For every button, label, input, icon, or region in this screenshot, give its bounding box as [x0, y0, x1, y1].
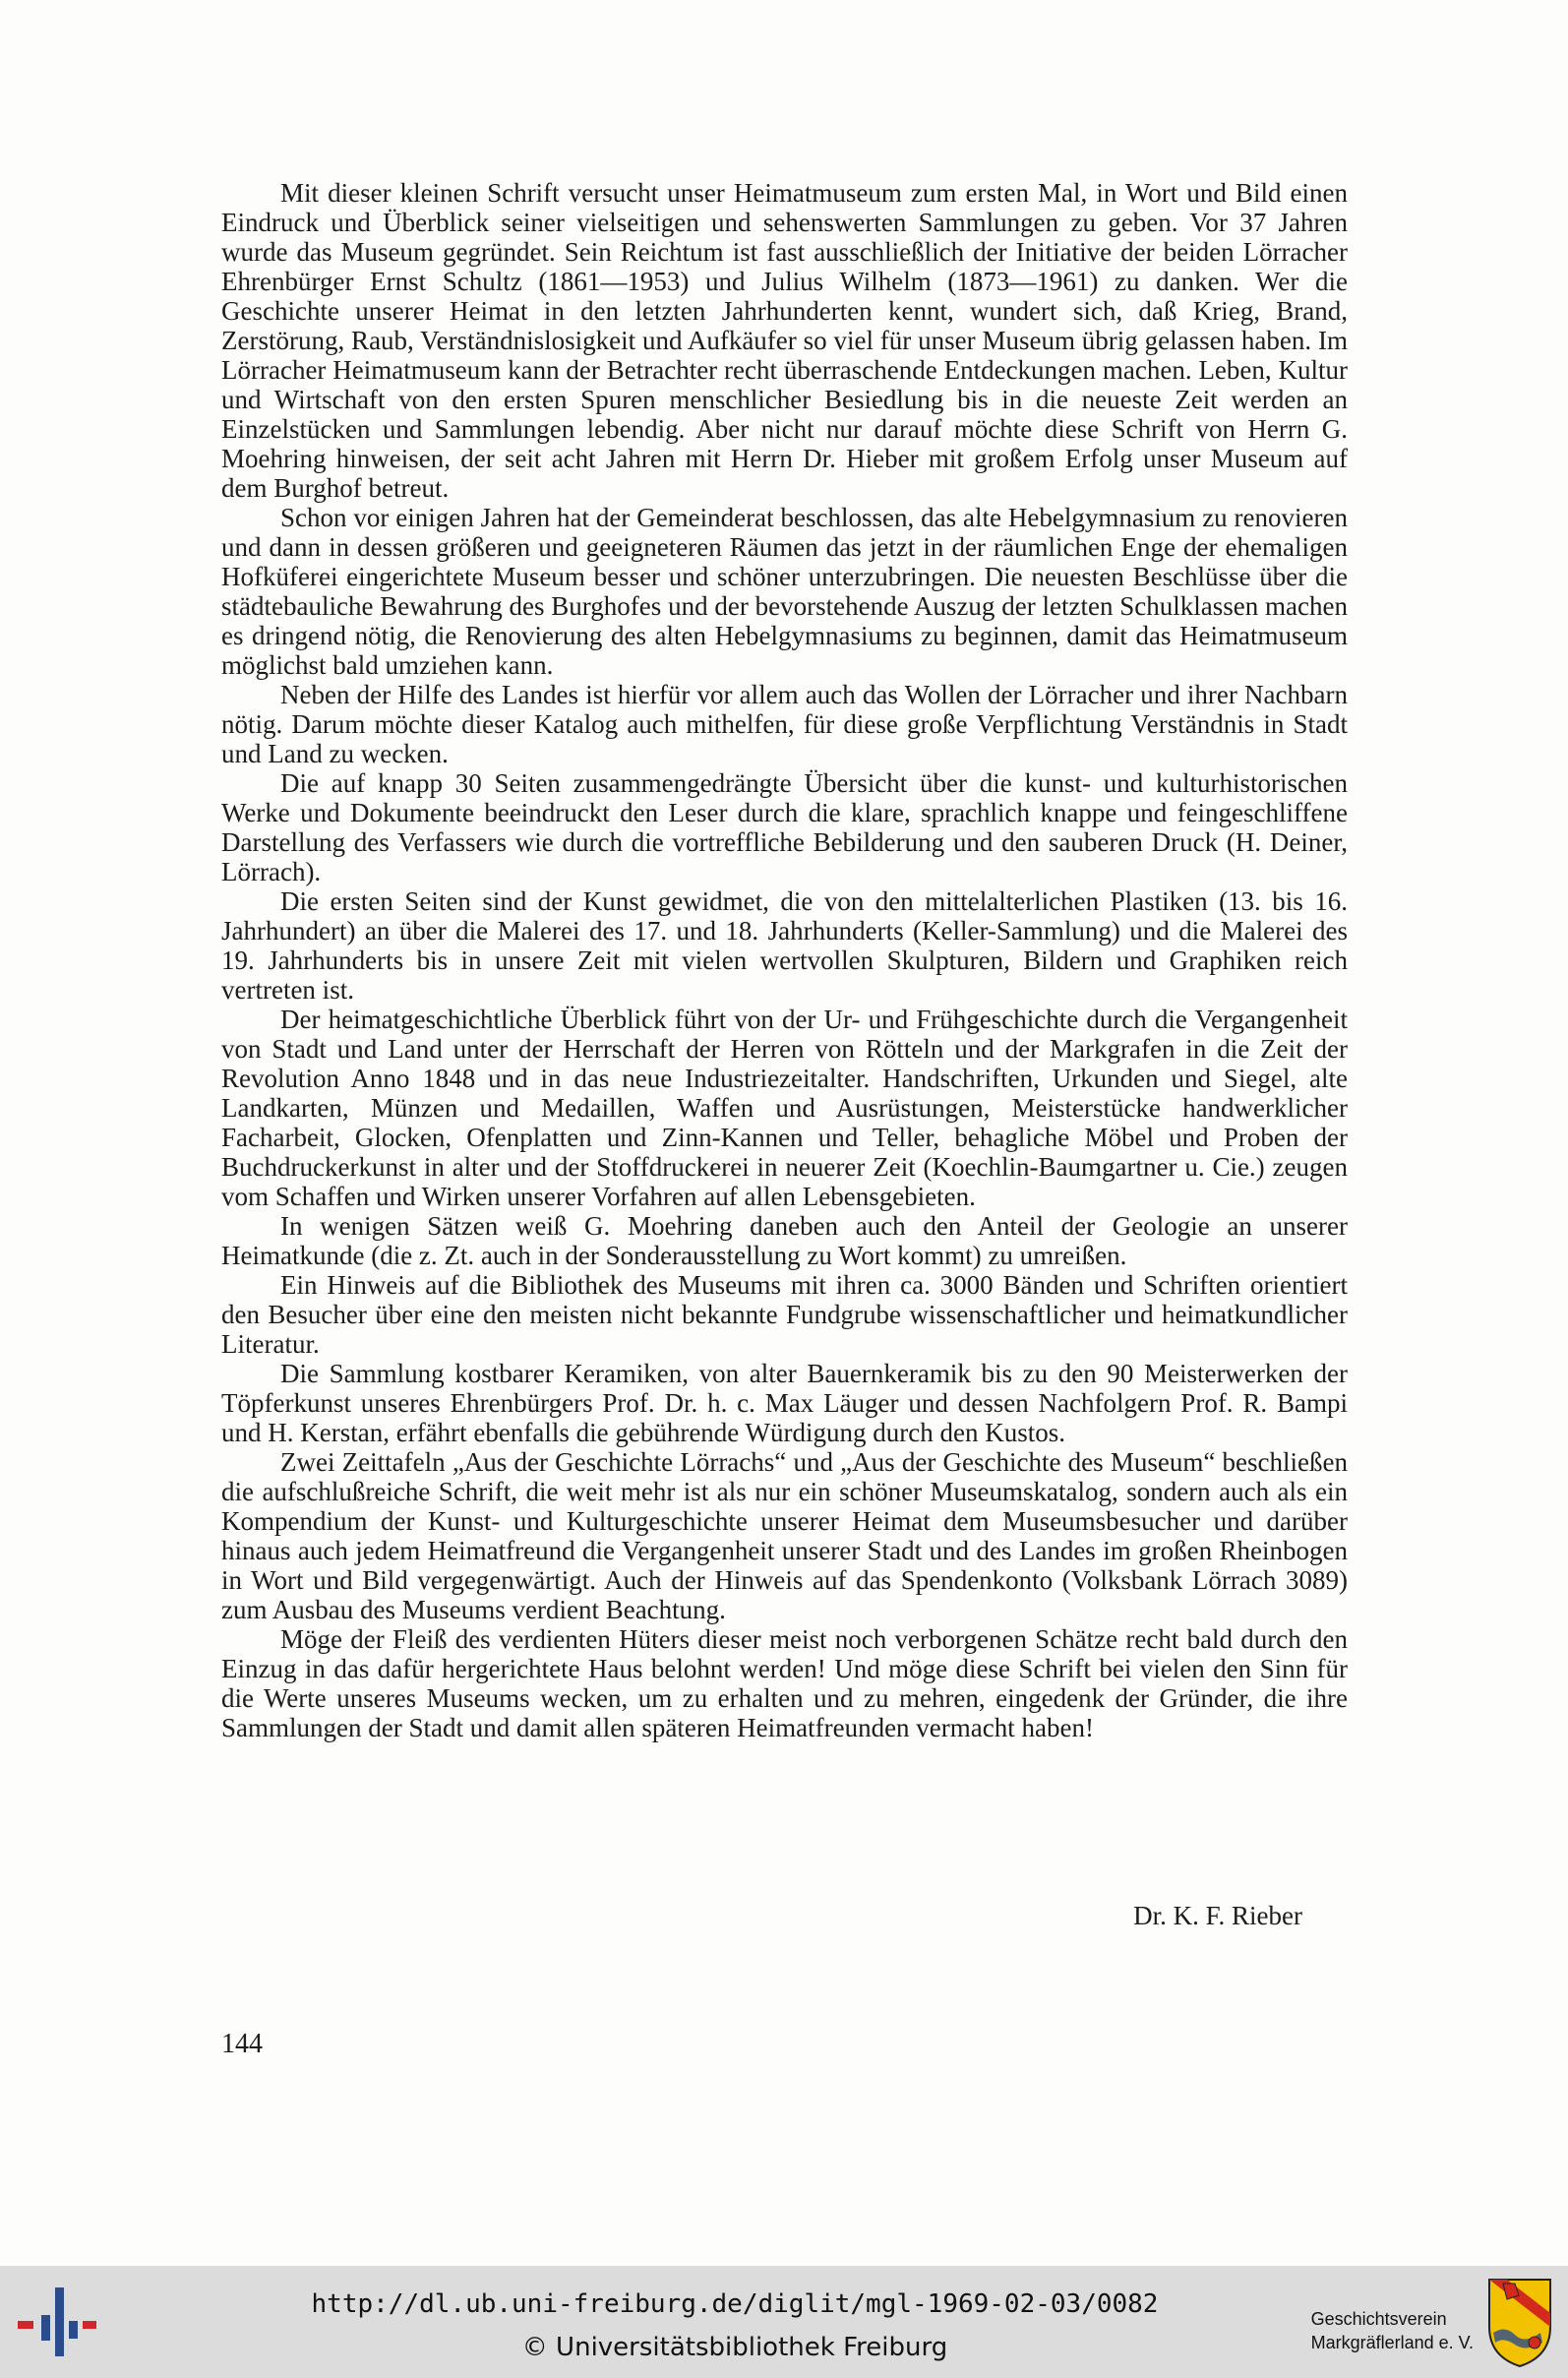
society-line-1: Geschichtsverein	[1310, 2309, 1447, 2329]
paragraph-10: Zwei Zeittafeln „Aus der Geschichte Lörrachs“ und „Aus der Geschichte des Museum“ beschließen die aufschlußreiche Schrift, die weit mehr ist als nur ein schöner Museumskatalog, sondern auch als ein Kompendium der Kunst- und Kulturgeschichte unserer Heimat dem Museumsbesucher und darüber hinaus auch jedem Heimatfreund die Vergangenheit unserer Stadt und des Landes im großen Rheinbogen in Wort und Bild vergegenwärtigt. Auch der Hinweis auf das Spendenkonto (Volksbank Lörrach 3089) zum Ausbau des Museums verdient Beachtung.	[221, 1447, 1348, 1624]
signature: Dr. K. F. Rieber	[1133, 1901, 1302, 1930]
society-name	[1311, 2307, 1474, 2354]
society-line-2: Markgräflerland e. V.	[1310, 2333, 1474, 2352]
paragraph-3: Neben der Hilfe des Landes ist hierfür vor allem auch das Wollen der Lörracher und ihrer Nachbarn nötig. Darum möchte dieser Katalog auch mithelfen, für diese große Verpflichtung Verständnis in Stadt und Land zu wecken.	[221, 680, 1348, 768]
paragraph-8: Ein Hinweis auf die Bibliothek des Museums mit ihren ca. 3000 Bänden und Schriften orientiert den Besucher über eine den meisten nicht bekannte Fundgrube wissenschaftlicher und heimatkundlicher Literatur.	[221, 1270, 1348, 1359]
paragraph-5: Die ersten Seiten sind der Kunst gewidmet, die von den mittelalterlichen Plastiken (13. bis 16. Jahrhundert) an über die Malerei des 17. und 18. Jahrhunderts (Keller-Sammlung) und die Malerei des 19. Jahrhunderts bis in unsere Zeit mit vielen wertvollen Skulpturen, Bildern und Graphiken reich vertreten ist.	[221, 886, 1348, 1005]
document-url-link[interactable]: http://dl.ub.uni-freiburg.de/diglit/mgl-1969-02-03/0082	[311, 2289, 1159, 2319]
paragraph-4: Die auf knapp 30 Seiten zusammengedrängte Übersicht über die kunst- und kulturhistorischen Werke und Dokumente beeindruckt den Leser durch die klare, sprachlich knappe und feingeschliffene Darstellung des Verfassers wie durch die vortreffliche Bebilderung und den sauberen Druck (H. Deiner, Lörrach).	[221, 768, 1348, 886]
footer-bar	[0, 2266, 1568, 2378]
copyright-text: © Universitätsbibliothek Freiburg	[521, 2333, 948, 2362]
body-text	[221, 178, 1348, 1742]
paragraph-6: Der heimatgeschichtliche Überblick führt von der Ur- und Frühgeschichte durch die Vergangenheit von Stadt und Land unter der Herrschaft der Herren von Rötteln und der Markgrafen in die Zeit der Revolution Anno 1848 und in das neue Industriezeitalter. Handschriften, Urkunden und Siegel, alte Landkarten, Münzen und Medaillen, Waffen und Ausrüstungen, Meisterstücke handwerklicher Facharbeit, Glocken, Ofenplatten und Zinn-Kannen und Teller, behagliche Möbel und Proben der Buchdruckerkunst in alter und der Stoffdruckerei in neuerer Zeit (Koechlin-Baumgartner u. Cie.) zeugen vom Schaffen und Wirken unserer Vorfahren auf allen Lebensgebieten.	[221, 1005, 1348, 1211]
page-number: 144	[221, 2029, 263, 2059]
paragraph-1: Mit dieser kleinen Schrift versucht unser Heimatmuseum zum ersten Mal, in Wort und Bild einen Eindruck und Überblick seiner vielseitigen und sehenswerten Sammlungen zu geben. Vor 37 Jahren wurde das Museum gegründet. Sein Reichtum ist fast ausschließlich der Initiative der beiden Lörracher Ehrenbürger Ernst Schultz (1861—1953) und Julius Wilhelm (1873—1961) zu danken. Wer die Geschichte unserer Heimat in den letzten Jahrhunderten kennt, wundert sich, daß Krieg, Brand, Zerstörung, Raub, Verständnislosigkeit und Aufkäufer so viel für unser Museum übrig gelassen haben. Im Lörracher Heimatmuseum kann der Betrachter recht überraschende Entdeckungen machen. Leben, Kultur und Wirtschaft von den ersten Spuren menschlicher Besiedlung bis in die neueste Zeit werden an Einzelstücken und Sammlungen lebendig. Aber nicht nur darauf möchte diese Schrift von Herrn G. Moehring hinweisen, der seit acht Jahren mit Herrn Dr. Hieber mit großem Erfolg unser Museum auf dem Burghof betreut.	[221, 178, 1348, 503]
paragraph-9: Die Sammlung kostbarer Keramiken, von alter Bauernkeramik bis zu den 90 Meisterwerken der Töpferkunst unseres Ehrenbürgers Prof. Dr. h. c. Max Läuger und dessen Nachfolgern Prof. R. Bampi und H. Kerstan, erfährt ebenfalls die gebührende Würdigung durch den Kustos.	[221, 1359, 1348, 1447]
paragraph-11: Möge der Fleiß des verdienten Hüters dieser meist noch verborgenen Schätze recht bald durch den Einzug in das dafür hergerichtete Haus belohnt werden! Und möge diese Schrift bei vielen den Sinn für die Werte unseres Museums wecken, um zu erhalten und zu mehren, eingedenk der Gründer, die ihre Sammlungen der Stadt und damit allen späteren Heimatfreunden vermacht haben!	[221, 1624, 1348, 1742]
paragraph-7: In wenigen Sätzen weiß G. Moehring daneben auch den Anteil der Geologie an unserer Heimatkunde (die z. Zt. auch in der Sonderausstellung zu Wort kommt) zu umreißen.	[221, 1211, 1348, 1270]
paragraph-2: Schon vor einigen Jahren hat der Gemeinderat beschlossen, das alte Hebelgymnasium zu renovieren und dann in dessen größeren und geeigneteren Räumen das jetzt in der räumlichen Enge der ehemaligen Hofküferei eingerichtete Museum besser und schöner unterzubringen. Die neuesten Beschlüsse über die städtebauliche Bewahrung des Burghofes und der bevorstehende Auszug der letzten Schulklassen machen es dringend nötig, die Renovierung des alten Hebelgymnasiums zu beginnen, damit das Heimatmuseum möglichst bald umziehen kann.	[221, 503, 1348, 680]
coat-of-arms-icon[interactable]	[1485, 2274, 1554, 2370]
